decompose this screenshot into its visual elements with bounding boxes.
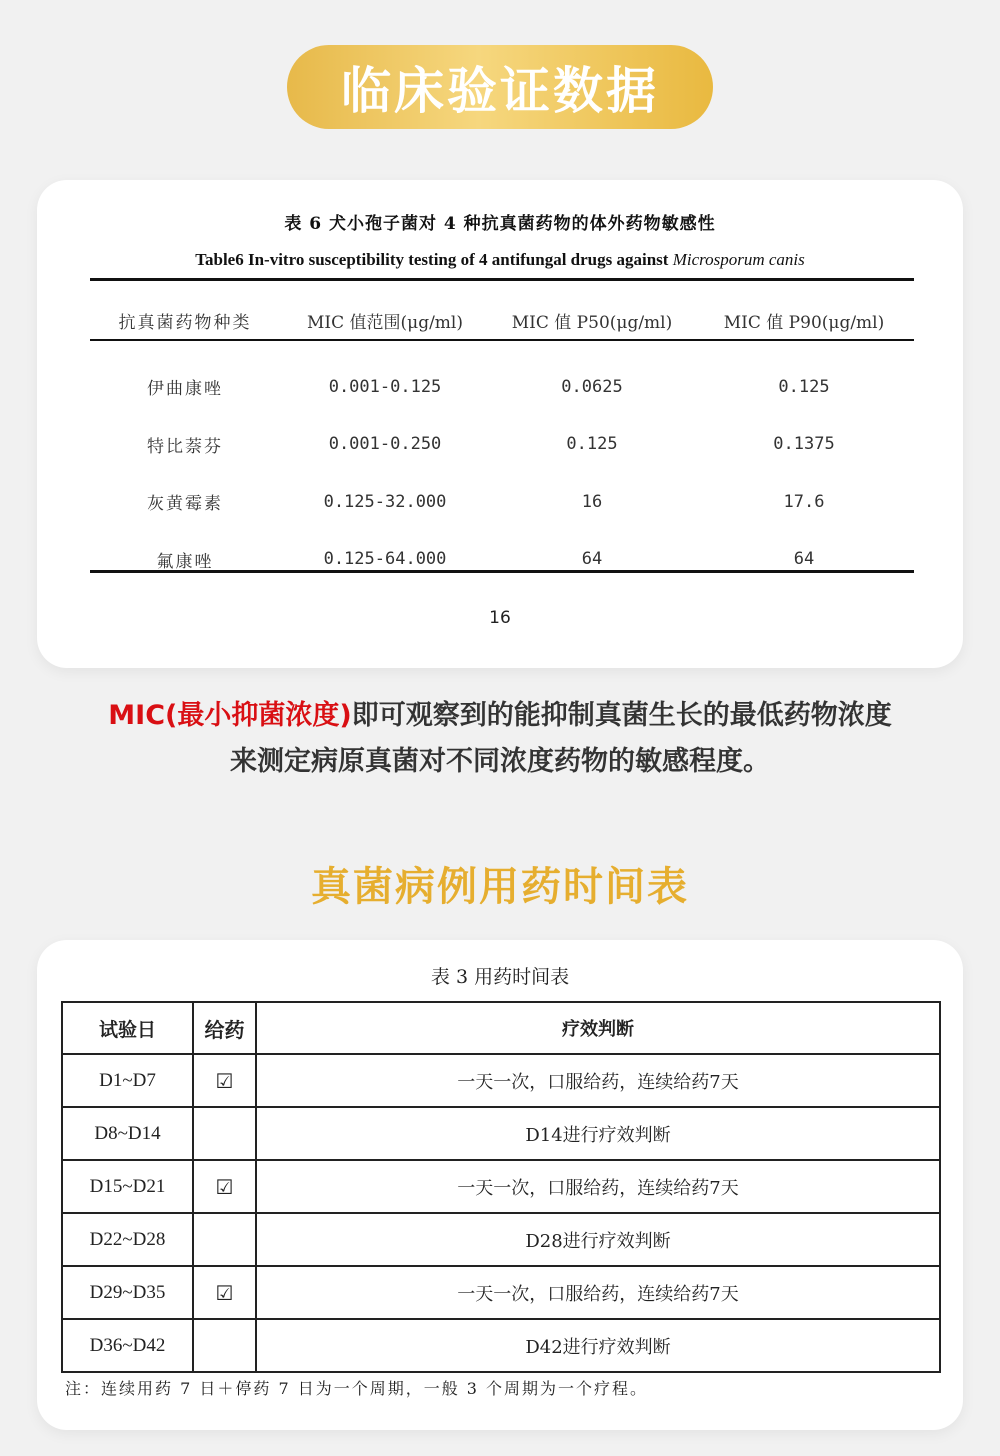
table-row: [62, 1160, 940, 1213]
table-cell: 氟康唑: [156, 551, 214, 572]
table-cell: 0.125-32.000: [323, 491, 447, 512]
table-row: [62, 1266, 940, 1319]
table-row: [62, 1213, 940, 1266]
mic-table-card: [37, 180, 963, 668]
table-cell: D22~D28: [62, 1213, 193, 1266]
table-row: [90, 358, 914, 416]
table-row: [90, 531, 914, 589]
table-cell: D8~D14: [62, 1107, 193, 1160]
header-cell: 抗真菌药物种类: [118, 312, 252, 333]
table-row: [62, 1054, 940, 1107]
table-row: [90, 416, 914, 474]
table-cell: 一天一次，口服给药，连续给药7天: [256, 1160, 940, 1213]
table-cell: [193, 1319, 256, 1372]
table-cell: 0.125-64.000: [323, 549, 447, 570]
table-cell: 0.125: [778, 376, 830, 397]
table-cell: 一天一次，口服给药，连续给药7天: [256, 1266, 940, 1319]
mic-table-title-cn: 表 6 犬小孢子菌对 4 种抗真菌药物的体外药物敏感性: [284, 214, 716, 234]
schedule-table-card: [37, 940, 963, 1430]
table-cell: D28进行疗效判断: [256, 1213, 940, 1266]
schedule-table: [61, 1001, 941, 1373]
header-cell: 试验日: [62, 1002, 193, 1054]
table-cell: 0.1375: [773, 434, 835, 455]
description-line1: 即可观察到的能抑制真菌生长的最低药物浓度: [351, 700, 892, 731]
table-cell: D1~D7: [62, 1054, 193, 1107]
table-top-rule: [90, 278, 914, 281]
table-header-row: [62, 1002, 940, 1054]
table-cell: 16: [581, 491, 603, 512]
table-row: [90, 473, 914, 531]
schedule-note: 注：连续用药 7 日＋停药 7 日为一个周期，一般 3 个周期为一个疗程。: [65, 1379, 649, 1398]
header-cell: MIC 值范围(μg/ml): [306, 312, 463, 333]
table-cell: 特比萘芬: [147, 436, 223, 457]
table-cell: 0.001-0.125: [328, 376, 442, 397]
checkbox-icon: ☑: [193, 1054, 256, 1107]
table-cell: [193, 1107, 256, 1160]
table-cell: 64: [581, 549, 603, 570]
table-cell: 0.125: [566, 434, 618, 455]
header-title: 临床验证数据: [287, 45, 713, 129]
header-cell: 疗效判断: [256, 1002, 940, 1054]
table-row: [62, 1107, 940, 1160]
header-cell: 给药: [193, 1002, 256, 1054]
table-cell: D36~D42: [62, 1319, 193, 1372]
table-header-row: [90, 298, 914, 342]
table-cell: 0.001-0.250: [328, 434, 442, 455]
mic-description: [0, 693, 1000, 785]
description-line2: 来测定病原真菌对不同浓度药物的敏感程度。: [230, 746, 770, 777]
header-cell: MIC 值 P90(μg/ml): [723, 312, 885, 333]
schedule-section-title: 真菌病例用药时间表: [311, 864, 689, 910]
header-cell: MIC 值 P50(μg/ml): [511, 312, 673, 333]
schedule-table-caption: 表 3 用药时间表: [430, 966, 570, 988]
checkbox-icon: ☑: [193, 1160, 256, 1213]
table-row: [62, 1319, 940, 1372]
table-cell: 灰黄霉素: [147, 494, 223, 515]
table-cell: D14进行疗效判断: [256, 1107, 940, 1160]
checkbox-icon: ☑: [193, 1266, 256, 1319]
table-cell: 64: [793, 549, 815, 570]
table-cell: D29~D35: [62, 1266, 193, 1319]
table-cell: 17.6: [783, 491, 825, 512]
table-cell: 0.0625: [561, 376, 623, 397]
mic-highlight: MIC(最小抑菌浓度): [108, 700, 352, 731]
mic-table: [90, 298, 914, 588]
table-cell: D42进行疗效判断: [256, 1319, 940, 1372]
mic-table-title-en: Table6 In-vitro susceptibility testing of 4 antifungal drugs against Microsporum canis: [195, 250, 805, 269]
page-number: 16: [489, 608, 511, 628]
table-cell: 一天一次，口服给药，连续给药7天: [256, 1054, 940, 1107]
table-cell: 伊曲康唑: [147, 379, 223, 400]
table-cell: [193, 1213, 256, 1266]
table-cell: D15~D21: [62, 1160, 193, 1213]
